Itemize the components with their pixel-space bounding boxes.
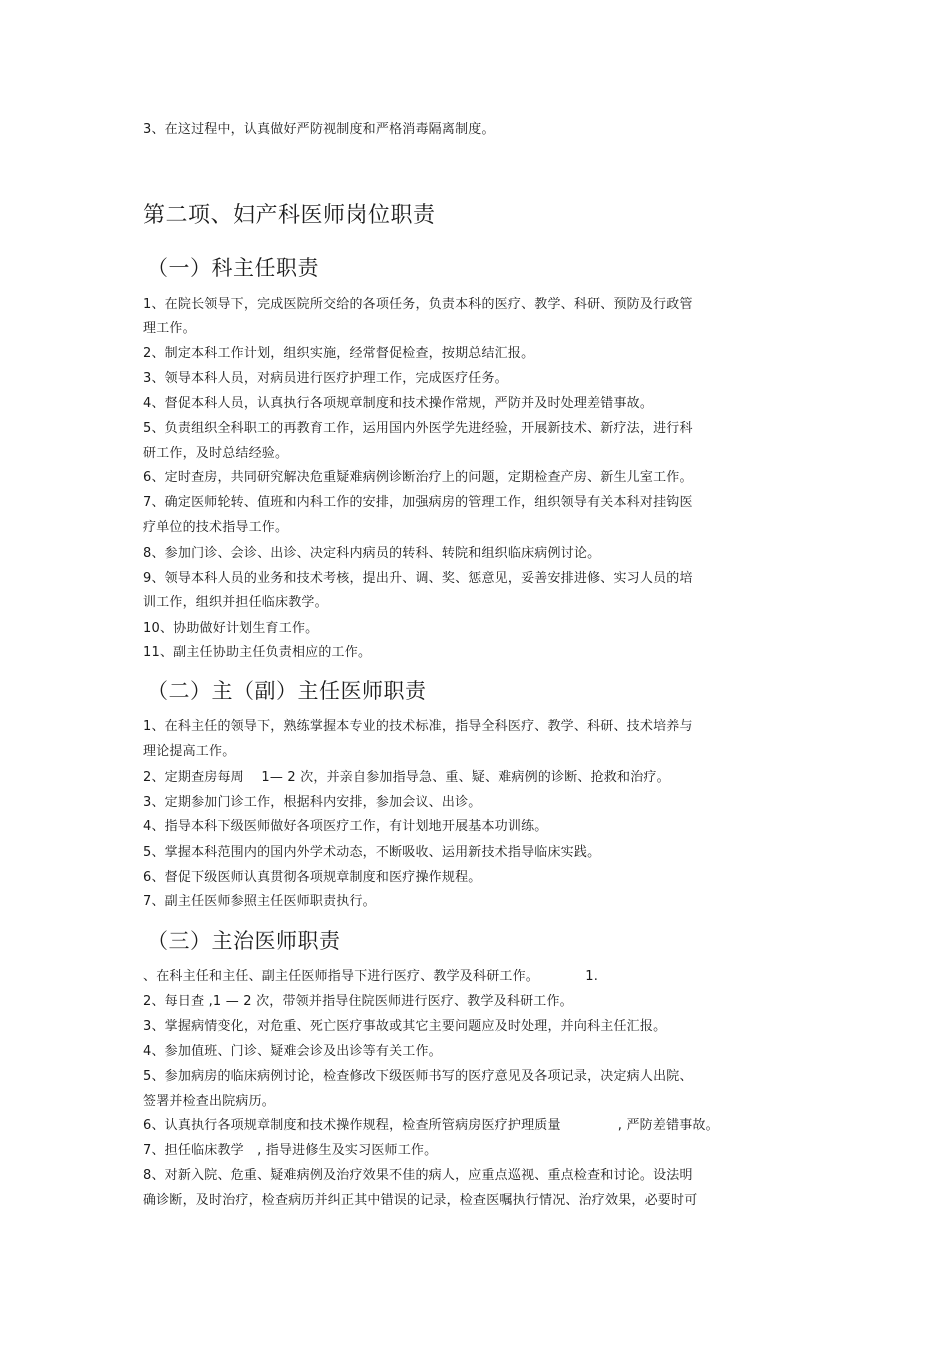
paragraph-line: 4、指导本科下级医师做好各项医疗工作，有计划地开展基本功训练。 bbox=[143, 819, 548, 834]
paragraph-line: 研工作，及时总结经验。 bbox=[143, 446, 289, 461]
paragraph-line: 6、认真执行各项规章制度和技术操作规程，检查所管病房医疗护理质量 , 严防差错事故。 bbox=[143, 1118, 719, 1133]
paragraph-line: 7、确定医师轮转、值班和内科工作的安排，加强病房的管理工作，组织领导有关本科对挂钩医 bbox=[143, 495, 693, 510]
paragraph-line: 6、定时查房，共同研究解决危重疑难病例诊断治疗上的问题，定期检查产房、新生儿室工作。 bbox=[143, 470, 693, 485]
paragraph-line: 2、每日查 ,1 — 2 次，带领并指导住院医师进行医疗、教学及科研工作。 bbox=[143, 994, 573, 1009]
section-title: 第二项、妇产科医师岗位职责 bbox=[143, 203, 436, 228]
paragraph-line: 7、副主任医师参照主任医师职责执行。 bbox=[143, 894, 376, 909]
paragraph-line: 9、领导本科人员的业务和技术考核，提出升、调、奖、惩意见，妥善安排进修、实习人员的培 bbox=[143, 571, 693, 586]
paragraph-line: 7、担任临床教学 , 指导进修生及实习医师工作。 bbox=[143, 1143, 438, 1158]
paragraph-line: 4、督促本科人员，认真执行各项规章制度和技术操作常规，严防并及时处理差错事故。 bbox=[143, 396, 654, 411]
paragraph-line: 3、定期参加门诊工作，根据科内安排，参加会议、出诊。 bbox=[143, 795, 482, 810]
paragraph-line: 训工作，组织并担任临床教学。 bbox=[143, 595, 328, 610]
paragraph-line: 5、掌握本科范围内的国内外学术动态，不断吸收、运用新技术指导临床实践。 bbox=[143, 845, 601, 860]
paragraph-line: 10、协助做好计划生育工作。 bbox=[143, 621, 319, 636]
paragraph-line: 理论提高工作。 bbox=[143, 744, 236, 759]
paragraph-line: 8、参加门诊、会诊、出诊、决定科内病员的转科、转院和组织临床病例讨论。 bbox=[143, 546, 601, 561]
paragraph-line: 理工作。 bbox=[143, 321, 196, 336]
subsection-title-3: （三）主治医师职责 bbox=[147, 929, 341, 953]
paragraph-line: 1、在科主任的领导下，熟练掌握本专业的技术标准，指导全科医疗、教学、科研、技术培养与 bbox=[143, 719, 693, 734]
paragraph-line: 1、在院长领导下，完成医院所交给的各项任务，负责本科的医疗、教学、科研、预防及行政管 bbox=[143, 297, 693, 312]
paragraph-line: 确诊断，及时治疗，检查病历并纠正其中错误的记录，检查医嘱执行情况、治疗效果，必要时可 bbox=[143, 1193, 698, 1208]
paragraph-line: 11、副主任协助主任负责相应的工作。 bbox=[143, 645, 372, 660]
paragraph-line: 签署并检查出院病历。 bbox=[143, 1094, 276, 1109]
paragraph-line: 6、督促下级医师认真贯彻各项规章制度和医疗操作规程。 bbox=[143, 870, 482, 885]
paragraph-line: 5、负责组织全科职工的再教育工作，运用国内外医学先进经验，开展新技术、新疗法，进行科 bbox=[143, 421, 693, 436]
paragraph-line: 3、领导本科人员，对病员进行医疗护理工作，完成医疗任务。 bbox=[143, 371, 508, 386]
paragraph-line: 5、参加病房的临床病例讨论，检查修改下级医师书写的医疗意见及各项记录，决定病人出院、 bbox=[143, 1069, 693, 1084]
subsection-title-1: （一）科主任职责 bbox=[147, 256, 319, 280]
paragraph-line: 4、参加值班、门诊、疑难会诊及出诊等有关工作。 bbox=[143, 1044, 442, 1059]
intro-line: 3、在这过程中，认真做好严防视制度和严格消毒隔离制度。 bbox=[143, 122, 495, 137]
paragraph-line: 2、制定本科工作计划，组织实施，经常督促检查，按期总结汇报。 bbox=[143, 346, 535, 361]
paragraph-line: 疗单位的技术指导工作。 bbox=[143, 520, 289, 535]
subsection-title-2: （二）主（副）主任医师职责 bbox=[147, 679, 427, 703]
paragraph-line: 2、定期查房每周 1— 2 次，并亲自参加指导急、重、疑、难病例的诊断、抢救和治疗。 bbox=[143, 770, 670, 785]
paragraph-line: 、在科主任和主任、副主任医师指导下进行医疗、教学及科研工作。 1. bbox=[143, 969, 599, 984]
paragraph-line: 3、掌握病情变化，对危重、死亡医疗事故或其它主要问题应及时处理，并向科主任汇报。 bbox=[143, 1019, 667, 1034]
paragraph-line: 8、对新入院、危重、疑难病例及治疗效果不佳的病人，应重点巡视、重点检查和讨论。设法明 bbox=[143, 1168, 693, 1183]
